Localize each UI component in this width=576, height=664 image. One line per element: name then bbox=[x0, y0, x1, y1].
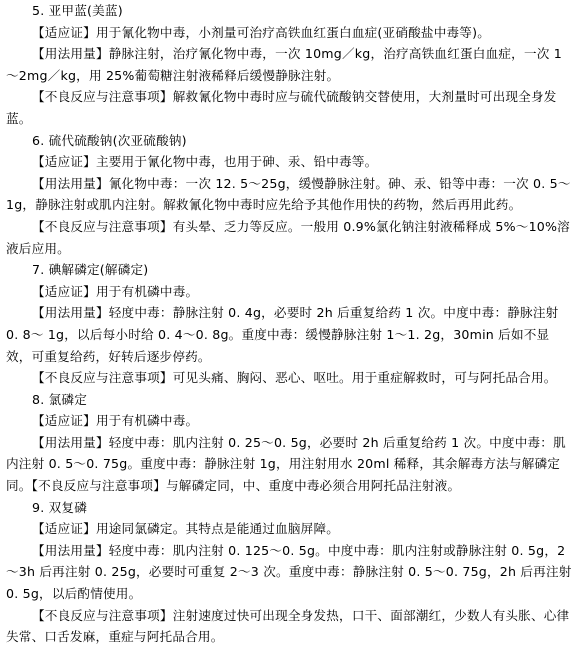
indications-paragraph: 【适应证】用于氰化物中毒，小剂量可治疗高铁血红蛋白血症(亚硝酸盐中毒等)。 bbox=[32, 24, 491, 40]
indications-paragraph: 【适应证】用于有机磷中毒。 bbox=[32, 413, 199, 429]
dosage-paragraph: 【用法用量】氰化物中毒：一次 12. 5～25g，缓慢静脉注射。砷、汞、铅等中毒：一次 0. 5～1g，静脉注射或肌内注射。解救氰化物中毒时应先给予其他作用快的药物，然后再用此药。 bbox=[6, 175, 571, 213]
indications-paragraph: 【适应证】用于有机磷中毒。 bbox=[32, 283, 199, 299]
indications-paragraph: 【适应证】主要用于氰化物中毒，也用于砷、汞、铅中毒等。 bbox=[32, 154, 378, 170]
section-heading-pralidoxime-chloride: 8. 氯磷定 bbox=[32, 391, 88, 407]
section-heading-obidoxime: 9. 双复磷 bbox=[32, 499, 88, 515]
document-body bbox=[6, 0, 572, 648]
dosage-paragraph: 【用法用量】轻度中毒：静脉注射 0. 4g，必要时 2h 后重复给药 1 次。中度中毒：静脉注射 0. 8～ 1g，以后每小时给 0. 4～0. 8g。重度中毒：缓慢静脉注射 1～1. 2g，30min 后如不显效，可重复给药，好转后逐步停药。 bbox=[6, 305, 559, 364]
adverse-reactions-paragraph: 【不良反应与注意事项】可见头痛、胸闷、恶心、呕吐。用于重症解救时，可与阿托品合用。 bbox=[32, 370, 557, 386]
indications-paragraph: 【适应证】用途同氯磷定。其特点是能通过血脑屏障。 bbox=[32, 521, 340, 537]
section-heading-pralidoxime-iodide: 7. 碘解磷定(解磷定) bbox=[32, 262, 149, 278]
adverse-reactions-paragraph: 【不良反应与注意事项】解救氰化物中毒时应与硫代硫酸钠交替使用，大剂量时可出现全身发蓝。 bbox=[6, 89, 557, 126]
section-heading-methylene-blue: 5. 亚甲蓝(美蓝) bbox=[32, 3, 123, 18]
section-heading-sodium-thiosulfate: 6. 硫代硫酸钠(次亚硫酸钠) bbox=[32, 132, 187, 148]
dosage-paragraph: 【用法用量】静脉注射，治疗氰化物中毒，一次 10mg／kg，治疗高铁血红蛋白血症，一次 1～2mg／kg，用 25%葡萄糖注射液稀释后缓慢静脉注射。 bbox=[6, 46, 562, 83]
adverse-reactions-paragraph: 【不良反应与注意事项】有头晕、乏力等反应。一般用 0.9%氯化钠注射液稀释成 5%～10%溶液后应用。 bbox=[6, 218, 570, 256]
adverse-reactions-paragraph: 【不良反应与注意事项】注射速度过快可出现全身发热，口干、面部潮红，少数人有头胀、心律失常、口舌发麻，重症与阿托品合用。 bbox=[6, 607, 570, 645]
dosage-paragraph: 【用法用量】轻度中毒：肌内注射 0. 125～0. 5g。中度中毒：肌内注射或静脉注射 0. 5g，2～3h 后再注射 0. 25g，必要时可重复 2～3 次。重度中毒：静脉注射 0. 5～0. 75g，2h 后再注射 0. 5g，以后酌情使用。 bbox=[6, 542, 572, 602]
dosage-paragraph: 【用法用量】轻度中毒：肌内注射 0. 25～0. 5g，必要时 2h 后重复给药 1 次。中度中毒：肌内注射 0. 5～0. 75g。重度中毒：静脉注射 1g，用注射用水 20ml 稀释，其余解毒方法与解磷定同。【不良反应与注意事项】与解磷定同，中、重度中毒必须合用阿托品注射液。 bbox=[6, 434, 566, 494]
